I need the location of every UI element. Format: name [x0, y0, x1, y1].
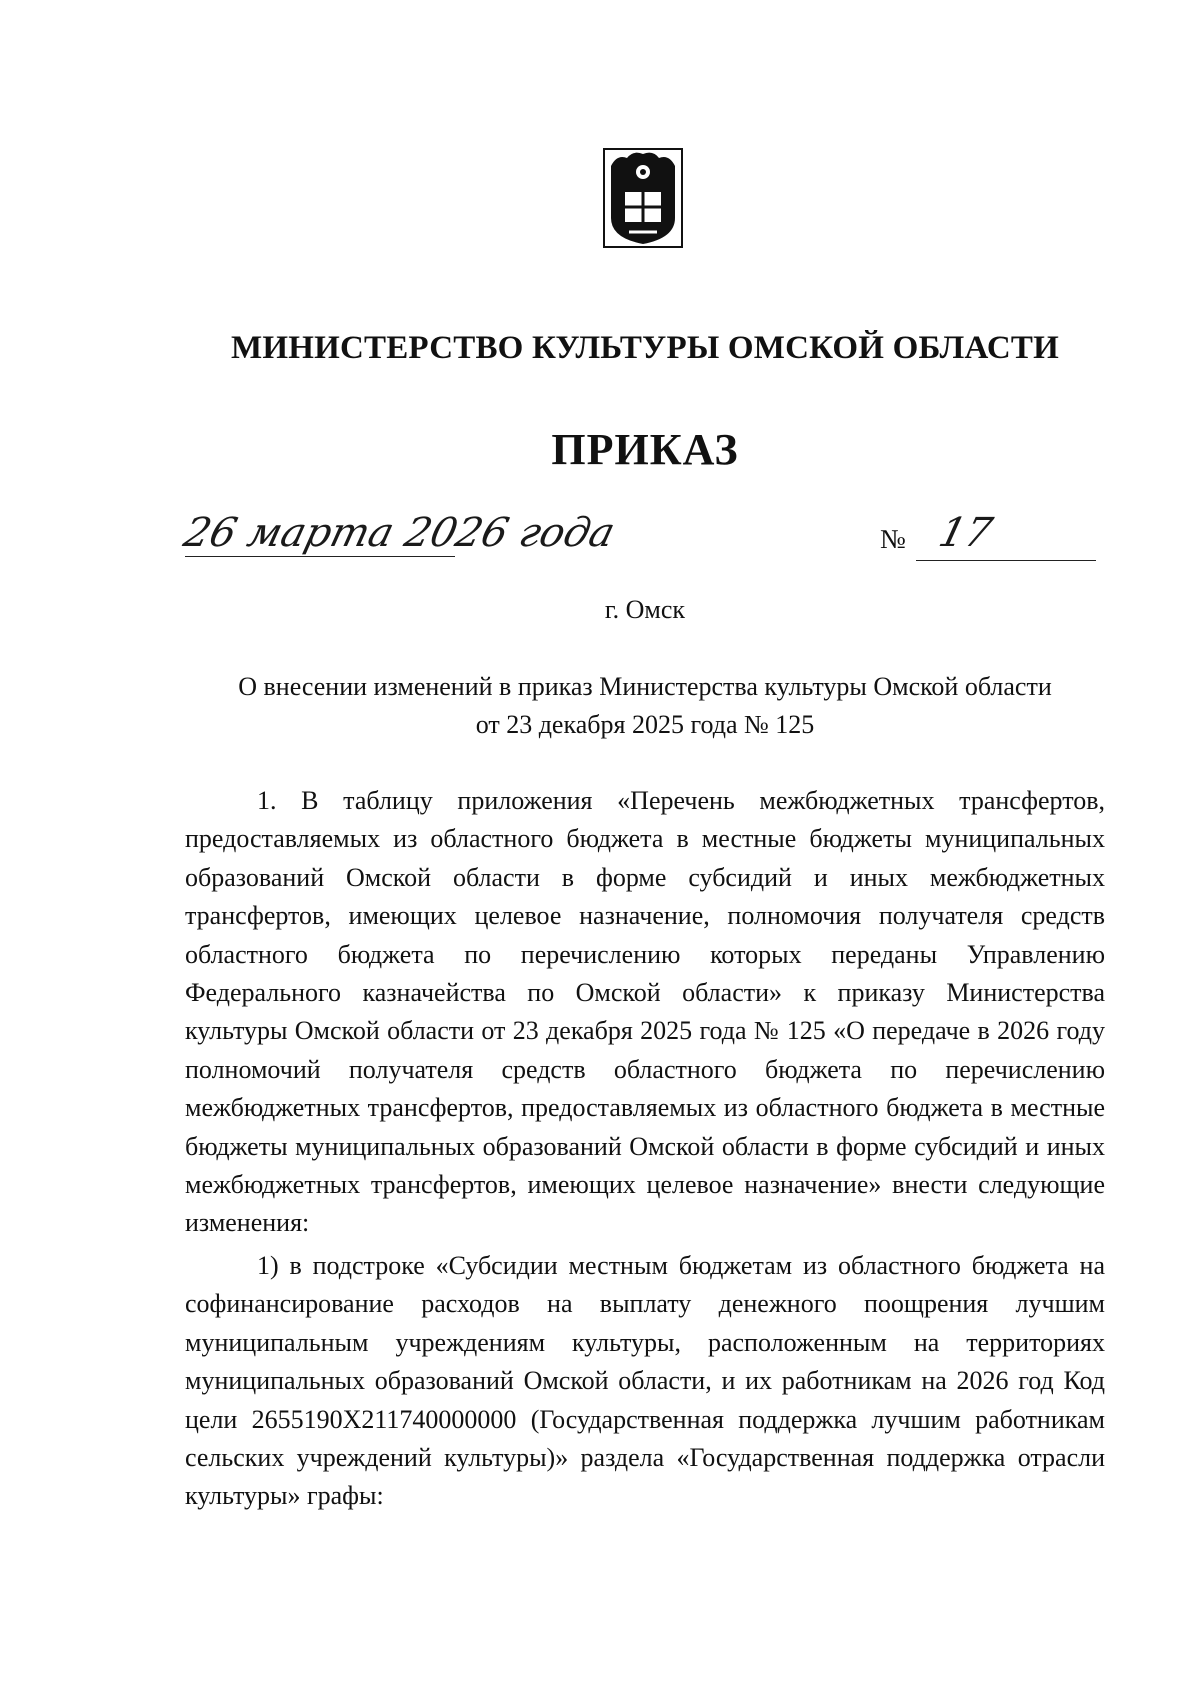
- document-type-title: ПРИКАЗ: [551, 425, 739, 474]
- coat-of-arms-icon: [603, 148, 683, 248]
- body-paragraph-2: 1) в подстроке «Субсидии местным бюджетам из областного бюджета на софинансирование расходов на выплату денежного поощрения лучшим муниципальным учреждениям культуры, расположенным на территориях муниципальных образований Омской области, и их работникам на 2026 год Код цели 2655190X211740000000 (Государственная поддержка лучшим работникам сельских учреждений культуры)» раздела «Государственная поддержка отрасли культуры» графы:: [185, 1250, 1105, 1511]
- subject-line-2: от 23 декабря 2025 года № 125: [475, 710, 815, 739]
- number-sign: №: [880, 524, 906, 554]
- subject-line-1: О внесении изменений в приказ Министерства культуры Омской области: [238, 672, 1052, 701]
- city-label: г. Омск: [604, 595, 686, 624]
- number-underline: [916, 560, 1096, 561]
- order-body: [185, 782, 1105, 1516]
- body-paragraph-1: 1. В таблицу приложения «Перечень межбюджетных трансфертов, предоставляемых из областного бюджета в местные бюджеты муниципальных образований Омской области в форме субсидий и иных межбюджетных трансфертов, имеющих целевое назначение, полномочия получателя средств областного бюджета по перечислению которых переданы Управлению Федерального казначейства по Омской области» к приказу Министерства культуры Омской области от 23 декабря 2025 года № 125 «О передаче в 2026 году полномочий получателя средств областного бюджета по перечислению межбюджетных трансфертов, предоставляемых из областного бюджета в местные бюджеты муниципальных образований Омской области в форме субсидий и иных межбюджетных трансфертов, имеющих целевое назначение» внести следующие изменения:: [185, 786, 1105, 1238]
- date-underline: [185, 556, 455, 557]
- order-number-field: [880, 510, 1100, 566]
- order-subject: [185, 668, 1105, 744]
- order-number-handwritten: 17: [934, 510, 997, 556]
- order-date-field: [179, 510, 625, 560]
- ministry-title: МИНИСТЕРСТВО КУЛЬТУРЫ ОМСКОЙ ОБЛАСТИ: [231, 330, 1059, 366]
- order-date-handwritten: 26 марта 2026 года: [179, 510, 620, 556]
